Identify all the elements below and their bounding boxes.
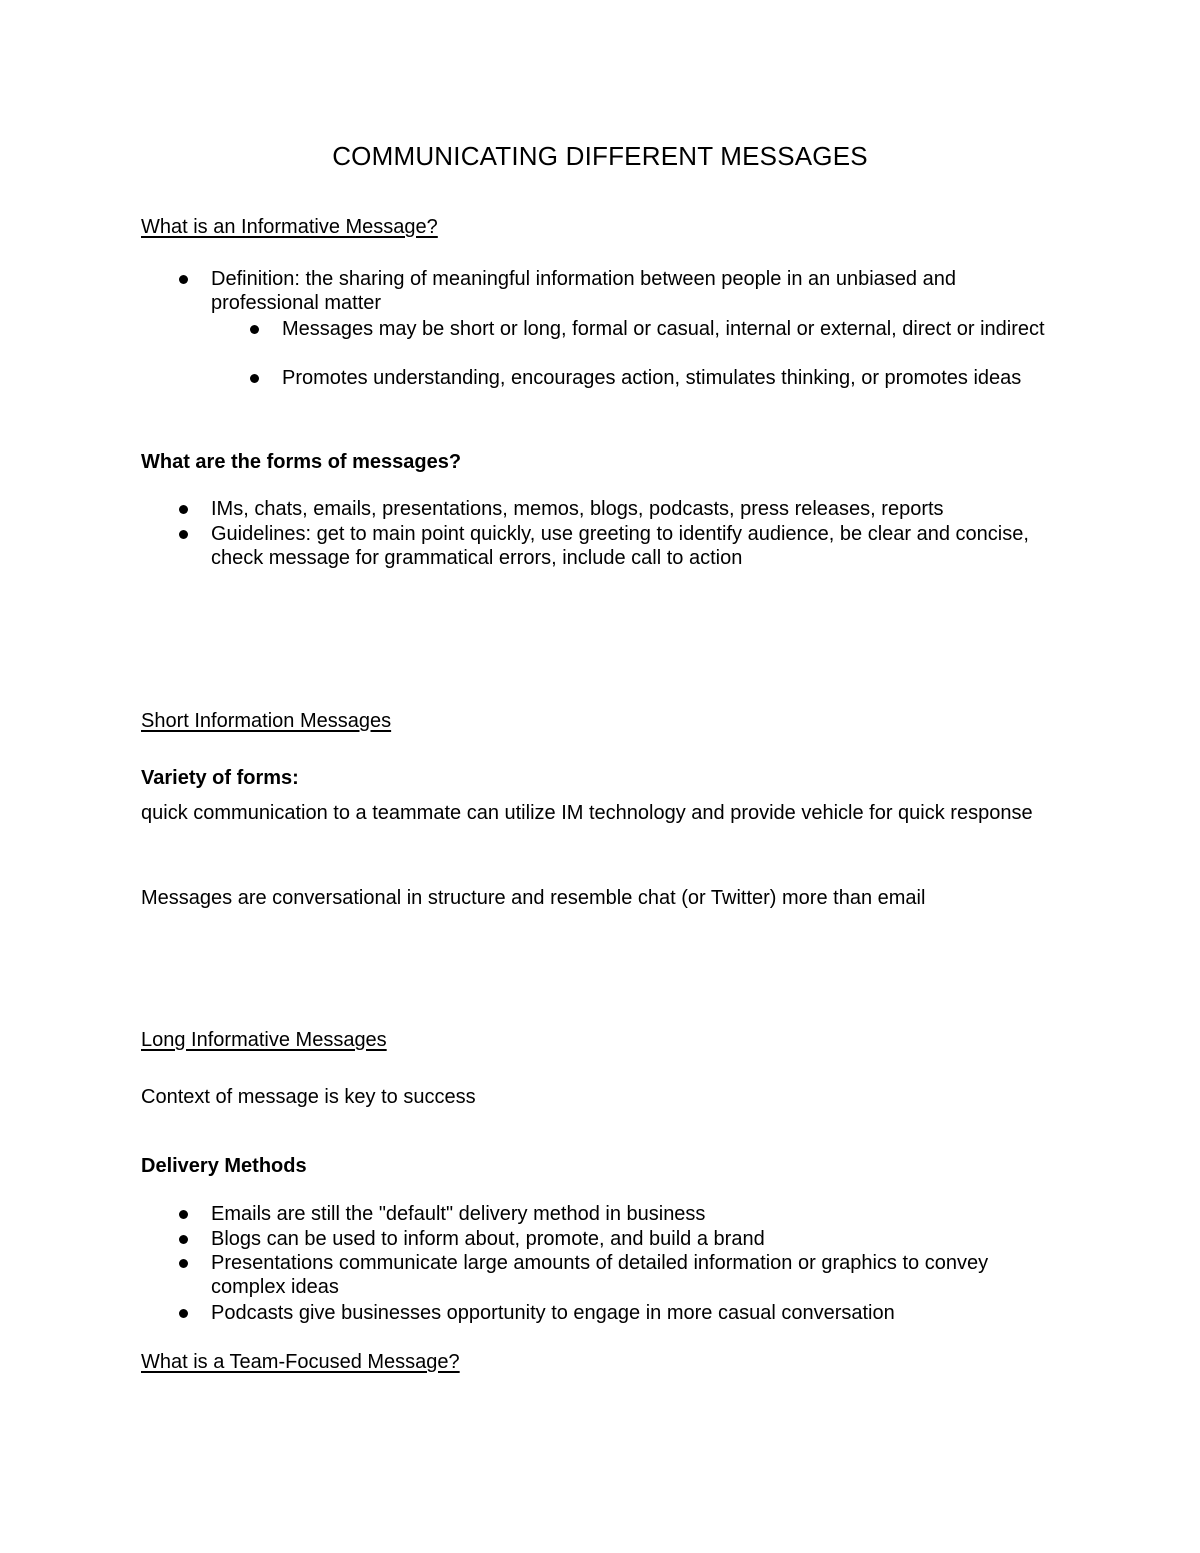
paragraph: quick communication to a teammate can utilize IM technology and provide vehicle for quick response <box>141 802 1033 824</box>
subheading-variety-of-forms: Variety of forms: <box>141 767 299 789</box>
list-item-text: Promotes understanding, encourages action, stimulates thinking, or promotes ideas <box>282 367 1022 389</box>
section-heading-long-informative-messages: Long Informative Messages <box>141 1029 387 1051</box>
document-title: COMMUNICATING DIFFERENT MESSAGES <box>332 141 868 171</box>
section-heading-informative-message: What is an Informative Message? <box>141 216 438 238</box>
bullet-icon <box>250 374 259 383</box>
subheading-delivery-methods: Delivery Methods <box>141 1155 307 1177</box>
section-heading-team-focused-message: What is a Team-Focused Message? <box>141 1351 460 1373</box>
list-item-text: Definition: the sharing of meaningful information between people in an unbiased and professional matter <box>211 268 956 314</box>
list-item-text: Messages may be short or long, formal or casual, internal or external, direct or indirect <box>282 318 1045 340</box>
list-item <box>211 1251 1061 1299</box>
bullet-icon <box>179 1259 188 1268</box>
list-item-text: Emails are still the "default" delivery method in business <box>211 1203 706 1225</box>
list-item <box>211 267 1061 315</box>
list-item <box>211 1227 1061 1251</box>
list-item <box>211 497 1061 521</box>
bullet-icon <box>250 325 259 334</box>
paragraph: Context of message is key to success <box>141 1086 476 1108</box>
bullet-icon <box>179 505 188 514</box>
list-item <box>282 317 1062 341</box>
bullet-icon <box>179 1235 188 1244</box>
list-item-text: Blogs can be used to inform about, promote, and build a brand <box>211 1228 765 1250</box>
list-item-text: Presentations communicate large amounts of detailed information or graphics to convey complex ideas <box>211 1252 989 1298</box>
list-item <box>211 1301 1061 1325</box>
list-item <box>211 1202 1061 1226</box>
list-item <box>211 522 1061 570</box>
list-item-text: Podcasts give businesses opportunity to engage in more casual conversation <box>211 1302 895 1324</box>
bullet-icon <box>179 1309 188 1318</box>
list-item-text: IMs, chats, emails, presentations, memos, blogs, podcasts, press releases, reports <box>211 498 944 520</box>
section-heading-forms-of-messages: What are the forms of messages? <box>141 451 462 473</box>
paragraph: Messages are conversational in structure and resemble chat (or Twitter) more than email <box>141 887 926 909</box>
bullet-icon <box>179 530 188 539</box>
bullet-icon <box>179 1210 188 1219</box>
list-item <box>282 366 1062 390</box>
bullet-icon <box>179 275 188 284</box>
list-item-text: Guidelines: get to main point quickly, use greeting to identify audience, be clear and concise, check message for grammatical errors, include call to action <box>211 523 1029 569</box>
section-heading-short-information-messages: Short Information Messages <box>141 710 392 732</box>
